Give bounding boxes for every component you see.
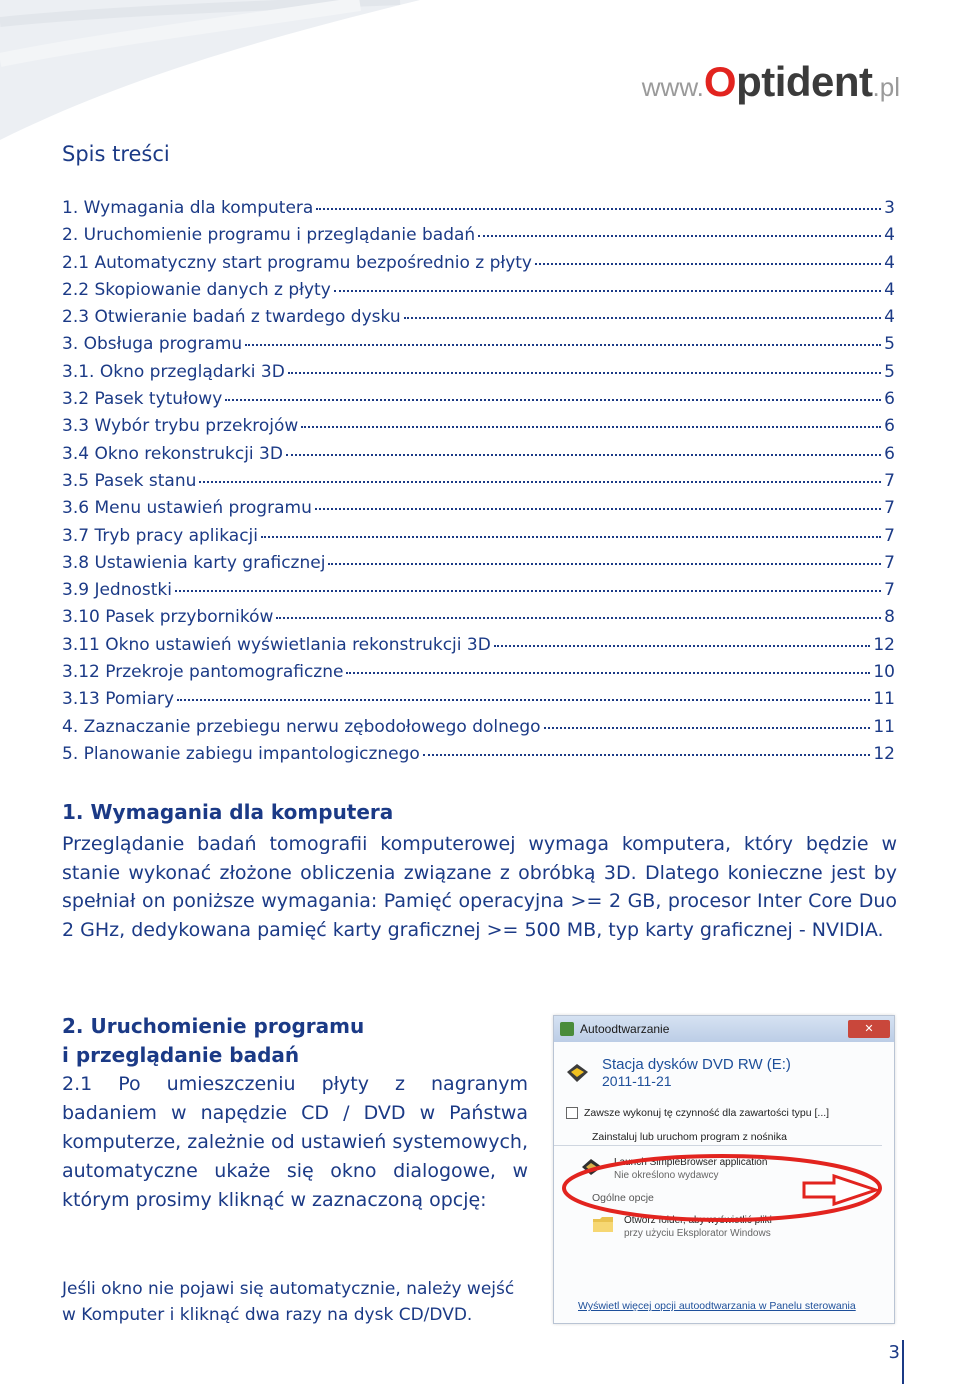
section-2-body: 2.1 Po umieszczeniu płyty z nagranym badaniem w napędzie CD / DVD w Państwa komputerze, zależnie od ustawień systemowych, automatyczne ukaże się okno dialogowe, w którym prosimy kliknąć w zaznaczoną opcję:: [62, 1073, 528, 1211]
autoplay-app-icon: [560, 1022, 574, 1036]
toc-leader-dots: [315, 508, 881, 510]
toc-entry[interactable]: [62, 717, 895, 744]
toc-entry-label: 3.4 Okno rekonstrukcji 3D: [62, 443, 283, 464]
dialog-title: Autoodtwarzanie: [580, 1022, 670, 1036]
toc-entry-page: 11: [873, 716, 895, 737]
launch-option-publisher: Nie określono wydawcy: [614, 1170, 719, 1181]
open-folder-option[interactable]: [554, 1206, 894, 1244]
toc-entry[interactable]: [62, 607, 895, 634]
toc-entry-page: 4: [884, 252, 895, 273]
toc-entry[interactable]: [62, 280, 895, 307]
toc-entry-page: 12: [873, 634, 895, 655]
more-autoplay-options-link[interactable]: Wyświetl więcej opcji autoodtwarzania w Panelu sterowania: [578, 1300, 856, 1312]
toc-leader-dots: [225, 399, 881, 401]
toc-entry-label: 3.8 Ustawienia karty graficznej: [62, 552, 326, 573]
toc-entry[interactable]: [62, 689, 895, 716]
logo-www: www.: [641, 72, 704, 102]
dialog-body: [554, 1042, 894, 1323]
toc-entry[interactable]: [62, 198, 895, 225]
always-do-checkbox-row[interactable]: [554, 1093, 894, 1123]
toc-entry[interactable]: [62, 444, 895, 471]
toc-leader-dots: [286, 454, 881, 456]
toc-entry-label: 3.13 Pomiary: [62, 689, 175, 710]
toc-entry-label: 3.6 Menu ustawień programu: [62, 498, 312, 519]
autoplay-dialog: [553, 1015, 895, 1324]
section-2-heading-line2: i przeglądanie badań: [62, 1043, 300, 1067]
section-1-body: Przeglądanie badań tomografii komputerowej wymaga komputera, który będzie w stanie wykonać złożone obliczenia związane z obróbką 3D. Dlatego konieczne jest by spełniał on poniższe wymagania: Pamięć operacyjna >= 2 GB, procesor Inter Core Duo 2 GHz, dedykowana pamięć karty graficznej >= 500 MB, typ karty graficznej - NVIDIA.: [62, 833, 897, 941]
toc-leader-dots: [334, 290, 881, 292]
logo-brand: Optident: [703, 58, 873, 105]
toc-leader-dots: [494, 645, 871, 647]
toc-entry-label: 3.12 Przekroje pantomograficzne: [62, 662, 344, 683]
section-2-heading-line1: 2. Uruchomienie programu: [62, 1014, 365, 1038]
toc-entry-page: 6: [884, 389, 895, 410]
brand-logo: [642, 58, 900, 106]
toc-leader-dots: [346, 672, 870, 674]
toc-leader-dots: [199, 481, 881, 483]
toc-entry[interactable]: [62, 635, 895, 662]
toc-leader-dots: [245, 344, 881, 346]
always-do-label: Zawsze wykonuj tę czynność dla zawartości typu [...]: [584, 1107, 830, 1119]
launch-option-label: Launch SimpleBrowser application: [614, 1157, 768, 1168]
close-icon[interactable]: ✕: [848, 1020, 890, 1038]
simplebrowser-icon: [580, 1156, 604, 1178]
toc-entry[interactable]: [62, 471, 895, 498]
toc-entry-label: 3.1. Okno przeglądarki 3D: [62, 361, 285, 382]
toc-entry[interactable]: [62, 498, 895, 525]
toc-leader-dots: [301, 426, 881, 428]
drive-name: Stacja dysków DVD RW (E:): [602, 1056, 791, 1073]
toc-entry-page: 4: [884, 307, 895, 328]
toc-entry-label: 3.9 Jednostki: [62, 580, 172, 601]
drive-date: 2011-11-21: [602, 1073, 672, 1089]
toc-leader-dots: [177, 699, 870, 701]
toc-entry[interactable]: [62, 744, 895, 771]
toc-entry-page: 7: [884, 525, 895, 546]
toc-entry-page: 7: [884, 552, 895, 573]
toc-leader-dots: [544, 727, 871, 729]
toc-entry-page: 4: [884, 279, 895, 300]
toc-entry[interactable]: [62, 580, 895, 607]
toc-entry-page: 5: [884, 361, 895, 382]
options-header: Zainstaluj lub uruchom program z nośnika: [554, 1123, 882, 1146]
section-2-heading: [62, 1012, 364, 1070]
toc-entry[interactable]: [62, 253, 895, 280]
toc-entry[interactable]: [62, 662, 895, 689]
drive-info: [554, 1042, 894, 1093]
toc-leader-dots: [175, 590, 881, 592]
toc-entry-page: 3: [884, 198, 895, 218]
folder-icon: [592, 1214, 614, 1234]
toc-entry-page: 10: [873, 662, 895, 683]
toc-entry-page: 6: [884, 416, 895, 437]
toc-entry-label: 3.5 Pasek stanu: [62, 470, 197, 491]
table-of-contents: [62, 198, 895, 771]
open-folder-label: Otwórz folder, aby wyświetlić pliki: [624, 1215, 772, 1226]
toc-leader-dots: [316, 208, 881, 210]
toc-entry-label: 3.2 Pasek tytułowy: [62, 389, 223, 410]
toc-entry-label: 2.1 Automatyczny start programu bezpośrednio z płyty: [62, 252, 532, 273]
open-folder-sub: przy użyciu Eksplorator Windows: [624, 1228, 771, 1239]
toc-entry-label: 2. Uruchomienie programu i przeglądanie badań: [62, 225, 476, 246]
toc-entry[interactable]: [62, 225, 895, 252]
toc-entry-label: 3.10 Pasek przyborników: [62, 607, 274, 628]
section-2-note: Jeśli okno nie pojawi się automatycznie, należy wejść w Komputer i kliknąć dwa razy na dysk CD/DVD.: [62, 1279, 515, 1325]
toc-entry-label: 2.3 Otwieranie badań z twardego dysku: [62, 307, 401, 328]
toc-entry-page: 5: [884, 334, 895, 355]
toc-entry-page: 4: [884, 225, 895, 246]
toc-title: Spis treści: [62, 142, 170, 166]
dvd-drive-icon: [564, 1060, 590, 1086]
toc-entry[interactable]: [62, 389, 895, 416]
section-1-heading: 1. Wymagania dla komputera: [62, 800, 394, 824]
toc-entry-page: 11: [873, 689, 895, 710]
toc-entry-page: 7: [884, 580, 895, 601]
launch-simplebrowser-option[interactable]: [554, 1146, 894, 1186]
toc-entry-page: 7: [884, 470, 895, 491]
toc-entry[interactable]: [62, 334, 895, 361]
toc-entry-label: 5. Planowanie zabiegu impantologicznego: [62, 743, 420, 764]
general-options-label: Ogólne opcje: [592, 1192, 654, 1204]
toc-entry-label: 4. Zaznaczanie przebiegu nerwu zębodołowego dolnego: [62, 716, 541, 737]
dialog-titlebar: [554, 1016, 894, 1042]
toc-entry[interactable]: [62, 526, 895, 553]
toc-entry-label: 1. Wymagania dla komputera: [62, 198, 314, 218]
toc-leader-dots: [404, 317, 882, 319]
toc-entry[interactable]: [62, 307, 895, 334]
toc-entry-label: 3.7 Tryb pracy aplikacji: [62, 525, 258, 546]
toc-entry-page: 12: [873, 743, 895, 764]
toc-entry-page: 7: [884, 498, 895, 519]
toc-leader-dots: [423, 754, 871, 756]
toc-entry-label: 2.2 Skopiowanie danych z płyty: [62, 279, 331, 300]
toc-leader-dots: [535, 263, 881, 265]
page-number-rule: [902, 1340, 904, 1384]
page-number: 3: [888, 1342, 900, 1363]
toc-entry-page: 6: [884, 443, 895, 464]
toc-entry[interactable]: [62, 362, 895, 389]
toc-leader-dots: [288, 372, 881, 374]
toc-leader-dots: [276, 617, 881, 619]
toc-leader-dots: [261, 536, 881, 538]
toc-leader-dots: [478, 235, 881, 237]
corner-swirl-decoration: [0, 0, 420, 150]
toc-entry[interactable]: [62, 553, 895, 580]
toc-leader-dots: [328, 563, 881, 565]
toc-entry-label: 3. Obsługa programu: [62, 334, 243, 355]
toc-entry-label: 3.3 Wybór trybu przekrojów: [62, 416, 299, 437]
always-do-checkbox[interactable]: [566, 1107, 578, 1119]
toc-entry[interactable]: [62, 416, 895, 443]
toc-entry-page: 8: [884, 607, 895, 628]
logo-tld: .pl: [872, 72, 900, 102]
toc-entry-label: 3.11 Okno ustawień wyświetlania rekonstrukcji 3D: [62, 634, 491, 655]
